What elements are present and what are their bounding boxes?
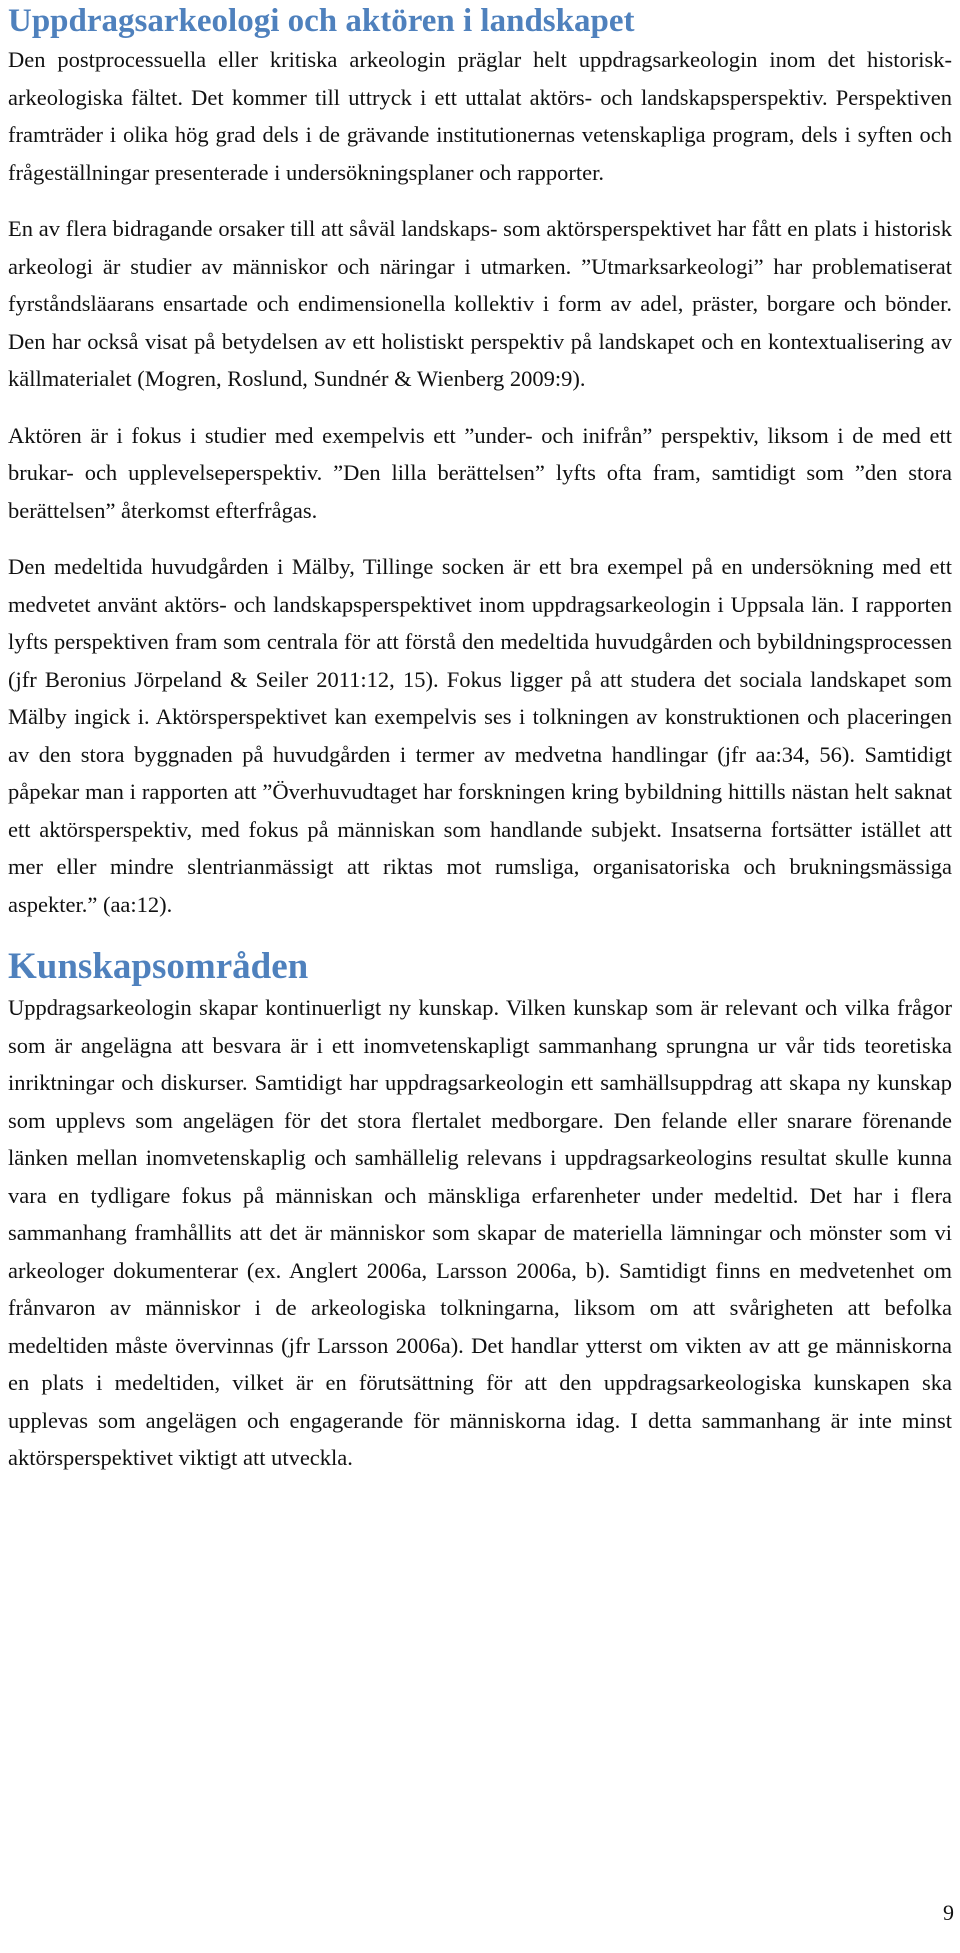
section-heading-uppdragsarkeologi: Uppdragsarkeologi och aktören i landskapet — [8, 3, 635, 39]
paragraph-aktoren-i-fokus: Aktören är i fokus i studier med exempelvis ett ”under- och inifrån” perspektiv, liksom i de med ett brukar- och upplevelseperspektiv. ”Den lilla berättelsen” lyfts ofta fram, samtidigt som ”den stora berättelsen” återkomst efterfrågas. — [8, 422, 952, 523]
page-number: 9 — [943, 1900, 954, 1925]
document-page — [8, 0, 952, 1477]
paragraph-postprocessuell: Den postprocessuella eller kritiska arkeologin präglar helt uppdragsarkeologin inom det historisk- arkeologiska fältet. Det kommer till uttryck i ett uttalat aktörs- och landskapsperspektiv. Perspektiven framträder i olika hög grad dels i de grävande institutionernas vetenskapliga program, dels i syften och frågeställningar presenterade i undersökningsplaner och rapporter. — [8, 47, 952, 185]
section-heading-kunskapsomraden: Kunskapsområden — [8, 946, 309, 987]
paragraph-kunskap: Uppdragsarkeologin skapar kontinuerligt ny kunskap. Vilken kunskap som är relevant och vilka frågor som är angelägna att besvara är i ett inomvetenskapligt sammanhang sprungna ur vår tids teoretiska inriktningar och diskurser. Samtidigt har uppdragsarkeologin ett samhällsuppdrag att skapa ny kunskap som upplevs som angelägen för det stora flertalet medborgare. Den felande eller snarare förenande länken mellan inomvetenskaplig och samhällelig relevans i uppdragsarkeologins resultat skulle kunna vara en tydligare fokus på människan och mänskliga erfarenheter under medeltid. Det har i flera sammanhang framhållits att det är människor som skapar de materiella lämningar och mönster som vi arkeologer dokumenterar (ex. Anglert 2006a, Larsson 2006a, b). Samtidigt finns en medvetenhet om frånvaron av människor i de arkeologiska tolkningarna, liksom om att svårigheten att befolka medeltiden måste övervinnas (jfr Larsson 2006a). Det handlar ytterst om vikten av att ge människorna en plats i medeltiden, vilket är en förutsättning för att den uppdragsarkeologiska kunskapen ska upplevas som angelägen och engagerande för människorna idag. I detta sammanhang är inte minst aktörsperspektivet viktigt att utveckla. — [8, 995, 952, 1470]
paragraph-malby: Den medeltida huvudgården i Mälby, Tillinge socken är ett bra exempel på en undersökning med ett medvetet använt aktörs- och landskapsperspektivet inom uppdragsarkeologin i Uppsala län. I rapporten lyfts perspektiven fram som centrala för att förstå den medeltida huvudgården och bybildningsprocessen (jfr Beronius Jörpeland & Seiler 2011:12, 15). Fokus ligger på att studera det sociala landskapet som Mälby ingick i. Aktörsperspektivet kan exempelvis ses i tolkningen av konstruktionen och placeringen av den stora byggnaden på huvudgården i termer av medvetna handlingar (jfr aa:34, 56). Samtidigt påpekar man i rapporten att ”Överhuvudtaget har forskningen kring bybildning hittills nästan helt saknat ett aktörsperspektiv, med fokus på människan som handlande subjekt. Insatserna fortsätter istället att mer eller mindre slentrianmässigt att riktas mot rumsliga, organisatoriska och brukningsmässiga aspekter.” (aa:12). — [8, 554, 952, 917]
paragraph-utmarksarkeologi: En av flera bidragande orsaker till att såväl landskaps- som aktörsperspektivet har fått en plats i historisk arkeologi är studier av människor och näringar i utmarken. ”Utmarksarkeologi” har problematiserat fyrståndsläarans ensartade och endimensionella kollektiv i form av adel, präster, borgare och bönder. Den har också visat på betydelsen av ett holistiskt perspektiv på landskapet och en kontextualisering av källmaterialet (Mogren, Roslund, Sundnér & Wienberg 2009:9). — [8, 216, 952, 391]
